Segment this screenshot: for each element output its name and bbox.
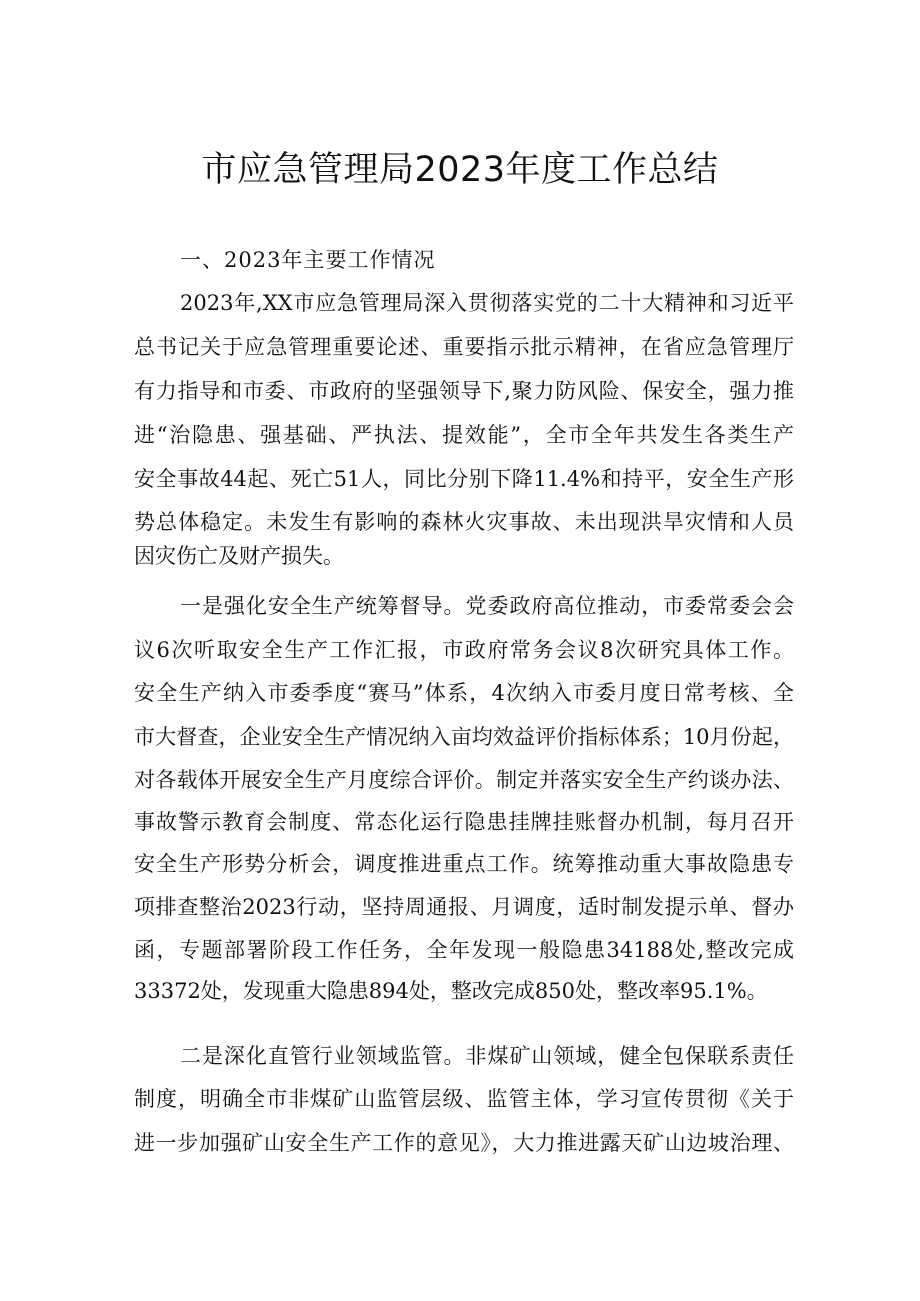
- paragraph-2-line: 项排查整治2023行动，坚持周通报、月调度，适时制发提示单、督办: [134, 895, 794, 919]
- paragraph-1-line: 势总体稳定。未发生有影响的森林火灾事故、未出现洪旱灾情和人员: [134, 510, 794, 534]
- paragraph-1-line: 2023年,XX市应急管理局深入贯彻落实党的二十大精神和习近平: [180, 291, 794, 315]
- paragraph-2-line: 对各载体开展安全生产月度综合评价。制定并落实安全生产约谈办法、: [134, 768, 794, 792]
- paragraph-1-line: 进“治隐患、强基础、严执法、提效能”，全市全年共发生各类生产: [134, 423, 794, 447]
- paragraph-2-line: 安全生产纳入市委季度“赛马”体系，4次纳入市委月度日常考核、全: [134, 681, 794, 705]
- paragraph-2-line: 市大督查，企业安全生产情况纳入亩均效益评价指标体系；10月份起，: [134, 725, 794, 749]
- paragraph-1-line: 有力指导和市委、市政府的坚强领导下,聚力防风险、保安全，强力推: [134, 379, 794, 403]
- document-title: 市应急管理局2023年度工作总结: [201, 150, 719, 190]
- paragraph-3-line: 进一步加强矿山安全生产工作的意见》，大力推进露天矿山边坡治理、: [134, 1131, 794, 1155]
- paragraph-1-line: 总书记关于应急管理重要论述、重要指示批示精神，在省应急管理厅: [134, 335, 794, 359]
- paragraph-2-line: 一是强化安全生产统筹督导。党委政府高位推动，市委常委会会: [180, 594, 794, 618]
- paragraph-1-line: 因灾伤亡及财产损失。: [134, 544, 344, 568]
- paragraph-2-line: 函，专题部署阶段工作任务，全年发现一般隐患34188处,整改完成: [134, 938, 794, 962]
- paragraph-1-line: 安全事故44起、死亡51人，同比分别下降11.4%和持平，安全生产形: [134, 467, 794, 491]
- paragraph-2-line: 33372处，发现重大隐患894处，整改完成850处，整改率95.1%。: [134, 979, 768, 1003]
- paragraph-3-line: 二是深化直管行业领域监管。非煤矿山领域，健全包保联系责任: [180, 1044, 794, 1068]
- paragraph-3-line: 制度，明确全市非煤矿山监管层级、监管主体，学习宣传贯彻《关于: [134, 1087, 794, 1111]
- section-heading: 一、2023年主要工作情况: [180, 248, 436, 272]
- paragraph-2-line: 事故警示教育会制度、常态化运行隐患挂牌挂账督办机制，每月召开: [134, 810, 794, 834]
- paragraph-2-line: 安全生产形势分析会，调度推进重点工作。统筹推动重大事故隐患专: [134, 852, 794, 876]
- paragraph-2-line: 议6次听取安全生产工作汇报，市政府常务会议8次研究具体工作。: [134, 638, 794, 662]
